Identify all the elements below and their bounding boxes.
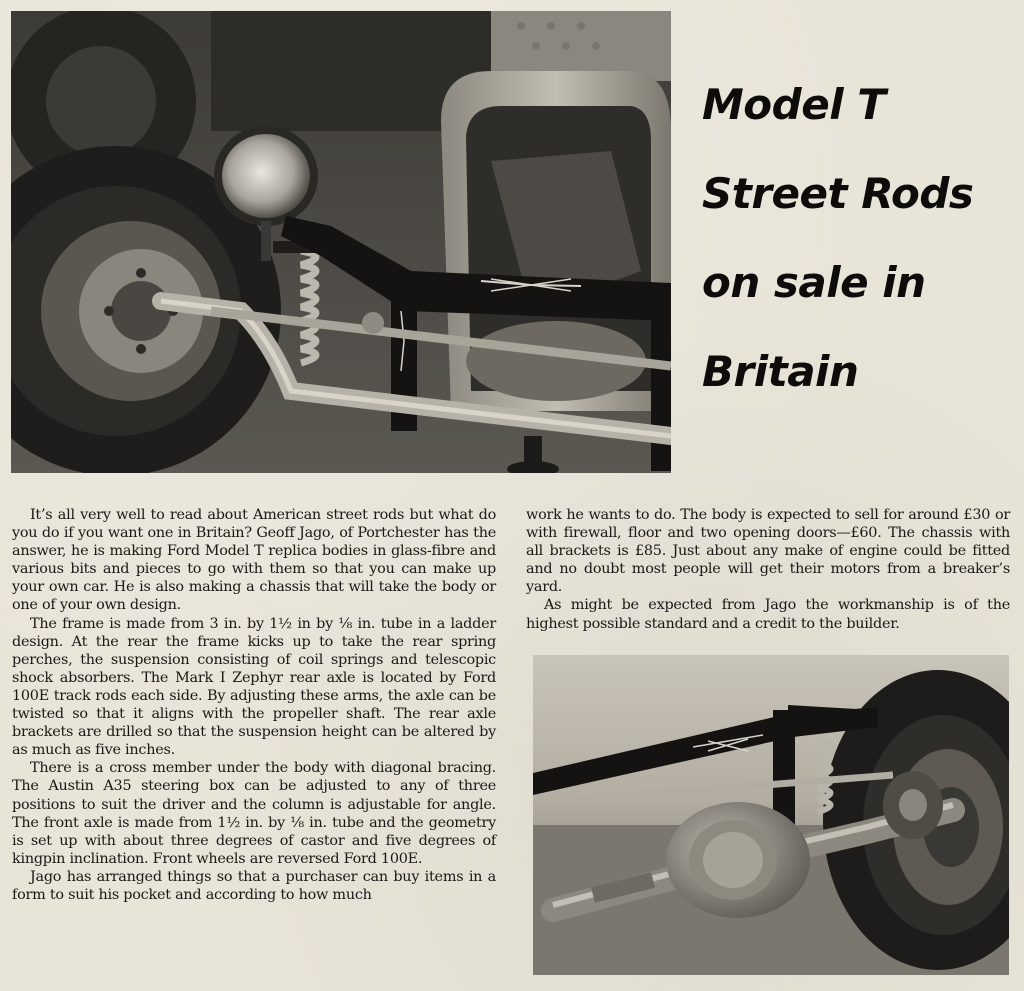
headline-line-1: Model T [702, 80, 886, 129]
rear-axle-illustration [533, 655, 1009, 975]
front-axle-illustration [11, 11, 671, 473]
headline-line-4: Britain [702, 347, 859, 396]
paragraph-2: The frame is made from 3 in. by 1½ in by ⅛ in. tube in a ladder design. At the rear the frame kicks up to take the rear spring perches, the suspension consisting of coil springs and telescopic shock absorbers. The Mark I Zephyr rear axle is located by Ford 100E track rods each side. By adjusting these arms, the axle can be twisted so that it aligns with the propeller shaft. The rear axle brackets are drilled so that the suspension height can be altered by as much as five inches. [12, 615, 496, 759]
headline-line-2: Street Rods [702, 169, 974, 218]
paragraph-5: As might be expected from Jago the workmanship is of the highest possible standard and a credit to the builder. [526, 597, 1010, 632]
paragraph-1: It’s all very well to read about American street rods but what do you do if you want one in Britain? Geoff Jago, of Portchester has the answer, he is making Ford Model T replica bodies in glass-fibre and various bits and pieces to go with them so that you can make up your own car. He is also making a chassis that will take the body or one of your own design. [12, 507, 496, 614]
body-column-right [526, 506, 1010, 633]
article-headline [702, 60, 1012, 416]
body-column-left [12, 506, 496, 904]
paragraph-4-continued: work he wants to do. The body is expected to sell for around £30 or with firewall, floor and two opening doors—£60. The chassis with all brackets is £85. Just about any make of engine could be fitted and no doubt most people will get their motors from a breaker’s yard. [526, 507, 1010, 596]
rear-axle-chassis-photo [533, 655, 1009, 975]
paragraph-3: There is a cross member under the body with diagonal bracing. The Austin A35 steering box can be adjusted to any of three positions to suit the driver and the column is adjustable for angle. The front axle is made from 1½ in. by ⅛ in. tube and the geometry is set up with about three degrees of castor and five degrees of kingpin inclination. Front wheels are reversed Ford 100E. [12, 760, 496, 867]
front-axle-chassis-photo [11, 11, 671, 473]
headline-line-3: on sale in [702, 258, 926, 307]
paragraph-4: Jago has arranged things so that a purchaser can buy items in a form to suit his pocket and according to how much [12, 868, 496, 903]
